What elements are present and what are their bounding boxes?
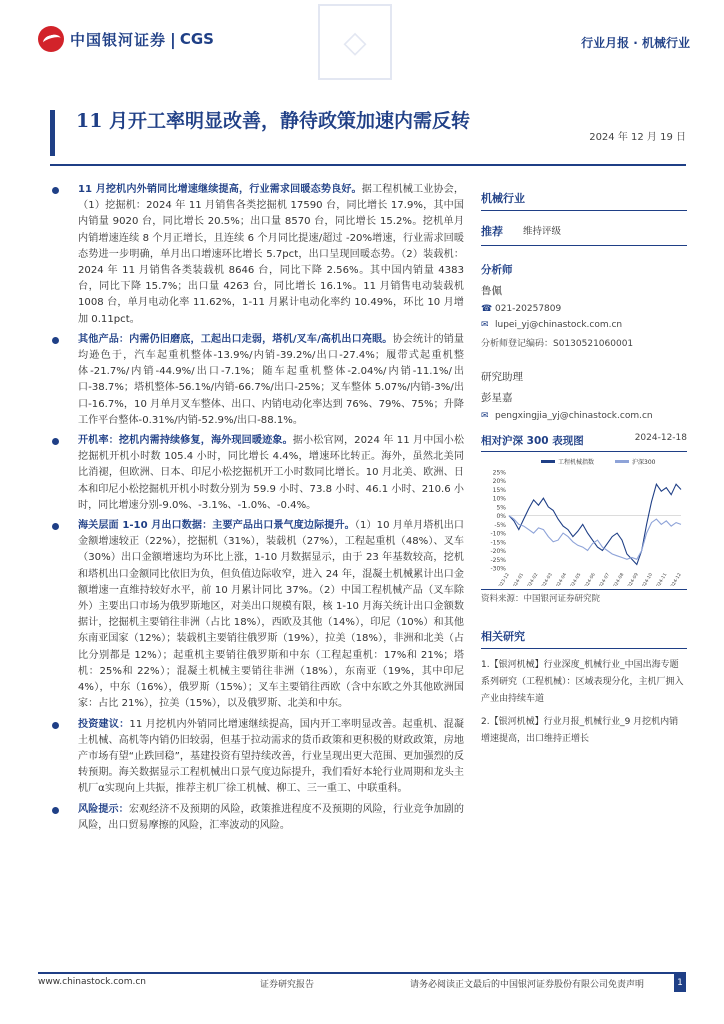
paragraph-excavator [50, 182, 464, 328]
rating-key: 推荐 [481, 225, 503, 238]
x-tick-label: 2024-05 [568, 572, 583, 586]
paragraph-heading: 开机率：挖机内需持续修复，海外现回暖迹象。 [78, 435, 293, 447]
page-number: 1 [674, 974, 686, 992]
analyst-cert [481, 336, 687, 349]
x-tick-label: 2024-10 [640, 572, 655, 586]
y-tick-label: 0% [496, 513, 506, 521]
email-text[interactable]: pengxingjia_yj@chinastock.com.cn [495, 411, 653, 421]
y-tick-label: 20% [492, 478, 506, 486]
sidebar [481, 190, 687, 754]
performance-chart [481, 456, 687, 586]
chart-title: 相对沪深 300 表现图 [481, 435, 584, 447]
main-content [50, 182, 464, 838]
paragraph-heading: 11 月挖机内外销同比增速继续提高，行业需求回暖态势良好。 [78, 184, 362, 195]
y-tick-label: -15% [490, 539, 506, 547]
chart-header [481, 433, 687, 452]
paragraph-heading: 风险提示： [78, 803, 129, 815]
related-item-2[interactable]: 2.【银河机械】行业月报_机械行业_9 月挖机内销增速提高，出口维持正增长 [481, 717, 679, 744]
rating-row [481, 217, 687, 246]
report-date: 2024 年 12 月 19 日 [589, 132, 686, 143]
paragraph-customs-export [50, 518, 464, 712]
mail-icon: ✉ [481, 320, 489, 330]
paragraph-other-products [50, 332, 464, 429]
logo-separator: | [170, 29, 176, 49]
paragraph-risk-warning [50, 802, 464, 834]
industry-title: 机械行业 [481, 190, 687, 211]
chart-date: 2024-12-18 [634, 433, 687, 443]
y-tick-label: 10% [492, 495, 506, 503]
email-text[interactable]: lupei_yj@chinastock.com.cn [495, 320, 623, 330]
bullet-icon [52, 337, 59, 344]
logo-mark-icon [38, 26, 64, 52]
title-divider [50, 164, 686, 166]
y-tick-label: -25% [490, 556, 506, 564]
y-tick-label: 5% [496, 504, 506, 512]
x-tick-label: 2024-08 [611, 572, 626, 586]
analyst-name: 鲁佩 [481, 285, 502, 297]
cgs-watermark-icon: ◇ [318, 4, 392, 80]
paragraph-text: 宏观经济不及预期的风险，政策推进程度不及预期的风险，行业竞争加剧的风险，出口贸易摩擦的风险，汇率波动的风险。 [78, 803, 465, 831]
logo-english-name: CGS [179, 30, 214, 48]
bullet-icon [52, 187, 59, 194]
related-heading: 相关研究 [481, 628, 687, 649]
x-tick-label: 2024-03 [539, 572, 554, 586]
legend-swatch-2 [615, 460, 629, 463]
x-tick-label: 2024-12 [668, 572, 683, 586]
legend-label-1: 工程机械指数 [558, 459, 595, 466]
title-accent-bar [50, 110, 55, 156]
paragraph-heading: 其他产品：内需仍旧磨底，工起出口走弱，塔机/叉车/高机出口亮眼。 [78, 333, 393, 345]
x-tick-label: 2024-11 [654, 572, 669, 586]
y-tick-label: 25% [492, 469, 506, 477]
phone-text: 021-20257809 [495, 304, 562, 314]
cert-text: 分析师登记编码：S0130521060001 [481, 339, 634, 349]
y-tick-label: -10% [490, 530, 506, 538]
series-line-2 [509, 516, 681, 560]
assistant-email[interactable] [481, 411, 687, 421]
company-logo [38, 26, 214, 52]
footer-url[interactable]: www.chinastock.com.cn [38, 977, 146, 987]
analyst-phone [481, 304, 687, 314]
phone-icon: ☎ [481, 304, 493, 314]
paragraph-heading: 投资建议： [78, 718, 130, 730]
footer-disclaimer: 请务必阅读正文最后的中国银河证券股份有限公司免责声明 [410, 980, 645, 990]
paragraph-operating-rate [50, 433, 464, 514]
bullet-icon [52, 523, 59, 530]
y-tick-label: -20% [490, 548, 506, 556]
assistant-name: 彭星嘉 [481, 392, 513, 404]
footer-divider [38, 972, 686, 974]
chart-container [481, 456, 687, 590]
paragraph-heading: 海关层面 1-10 月出口数据：主要产品出口景气度边际提升。 [78, 520, 355, 532]
paragraph-text: （1）10 月单月塔机出口金额增速较正（22%），挖掘机（31%），装载机（27%），工程起重机（48%）、叉车（30%）出口金额增速均为环比上涨，1-10 月数据显示，由于 23 年基数较高，挖机和塔机出口金额同比依旧为负，但负值边际收窄，进入 24 年，混凝土机械累计出口金额增速一直维持较好水平，前 10 月累计同比 37%。（2）中国工程机械产品（叉车除外）主要出口市场为俄罗斯地区，对美出口规模有限，核 1-10 月海关统计出口金额数据计，挖掘机主要销往非洲（占比 18%），西欧及其他（14%），印尼（10%）和其他东南亚国家（12%）；装载机主要销往俄罗斯（19%），拉美（18%），非洲和北美（占比分别都是 12%）；起重机主要销往俄罗斯和中东（工程起重机：17%和 21%；塔机：25%和 22%）；混凝土机械主要销往非洲（18%），东南亚（19%，其中印尼 4%），中东（16%），俄罗斯（15%）；叉车主要销往西欧（含中东欧之外其他欧洲国家：占比 21%），拉美（15%），以及俄罗斯、北美和中东。 [78, 520, 464, 710]
x-tick-label: 2024-07 [597, 572, 612, 586]
x-tick-label: 2024-01 [511, 572, 526, 586]
paragraph-text: 协会统计的销量均逊色于，汽车起重机整体-13.9%/内销-39.2%/出口-27.4%；履带式起重机整体-21.7%/内销-44.9%/出口-7.1%；随车起重机整体-2.04%/内销-11.1%/出口-38.7%；塔机整体-56.1%/内销-66.7%/出口-25%；叉车整体 5.07%/内销-3%/出口-16.7%，10 月单月叉车整体、出口、内销电动化率达到 76%、79%、75%；升降工作平台整体-0.31%/内销-52.9%/出口-88.1%。 [78, 333, 465, 426]
rating-value: 维持评级 [523, 226, 562, 237]
bullet-icon [52, 807, 59, 814]
page-header [0, 0, 724, 80]
page-footer [38, 972, 686, 994]
y-tick-label: -5% [494, 521, 506, 529]
legend-swatch-1 [541, 460, 555, 463]
x-tick-label: 2023-12 [496, 572, 511, 586]
related-item-1[interactable]: 1.【银河机械】行业深度_机械行业_中国出海专题系列研究（工程机械）：区域表现分化，主机厂拥入产业由持续车道 [481, 660, 684, 704]
bullet-icon [52, 438, 59, 445]
assistant-heading: 研究助理 [481, 371, 523, 383]
paragraph-investment-advice [50, 717, 464, 798]
footer-label: 证券研究报告 [260, 980, 315, 990]
report-type: 行业月报 · 机械行业 [581, 36, 690, 50]
paragraph-text: 据工程机械工业协会，（1）挖掘机：2024 年 11 月销售各类挖掘机 17590 台，同比增长 17.9%，其中国内销量 9020 台，同比增长 20.5%；出口量 8570 台，同比增长 15.2%。挖机单月内销增速连续 8 个月正增长，且连续 6 个月同比提速/超过 -20%增速，行业需求回暖态势进一步明确，单月出口增速环比增长 5.7pct，出口呈现回暖态势。（2）装载机：2024 年 11 月销售各类装载机 8646 台，同比下降 2.56%。其中国内销量 4383 台，同比下降 15.7%；出口量 4263 台，同比增长 16.1%。11 月销售电动装载机 1008 台，单月电动化率 11.62%，1-11 月累计电动化率约 10.49%，环比 10 月增加 0.11pct。 [78, 184, 464, 325]
paragraph-text: 据小松官网，2024 年 11 月中国小松挖掘机开机小时数 105.4 小时，同比增长 4.4%，增速环比转正。海外，虽然北美同比消褪，但欧洲、日本、印尼小松挖掘机开工小时数同比增长。10 月北美、欧洲、日本和印尼小松挖掘机开机小时数分别为 59.9 小时、73.8 小时、46.1 小时、210.6 小时，同比增速分别-9.0%、-3.1%、-1.0%、-0.4%。 [78, 435, 464, 511]
x-tick-label: 2024-02 [525, 572, 540, 586]
bullet-icon [52, 722, 59, 729]
paragraph-text: 11 月挖机内外销同比增速继续提高，国内开工率明显改善。起重机、混凝土机械、高机等内销仍旧较弱，但基于拉动需求的货币政策和更积极的财政政策，房地产市场有望“止跌回稳”，基建投资有望持续改善，行业呈现出更大范围、更加强烈的反转预期。海关数据显示工程机械出口景气度边际提升，我们看好本轮行业周期和龙头主机厂α实现向上共振，推荐主机厂徐工机械、柳工、三一重工、中联重科。 [78, 718, 464, 795]
legend-label-2: 沪深300 [632, 459, 656, 466]
report-title: 11 月开工率明显改善，静待政策加速内需反转 [76, 110, 471, 132]
analyst-email[interactable] [481, 320, 687, 330]
analyst-heading: 分析师 [481, 264, 513, 276]
y-tick-label: 15% [492, 486, 506, 494]
chart-source: 资料来源：中国银河证券研究院 [481, 594, 601, 604]
x-tick-label: 2024-06 [582, 572, 597, 586]
logo-chinese-name: 中国银河证券 [70, 30, 167, 49]
series-line-1 [509, 484, 681, 564]
y-tick-label: -30% [490, 565, 506, 573]
x-tick-label: 2024-09 [625, 572, 640, 586]
mail-icon: ✉ [481, 411, 489, 421]
x-tick-label: 2024-04 [554, 572, 569, 586]
